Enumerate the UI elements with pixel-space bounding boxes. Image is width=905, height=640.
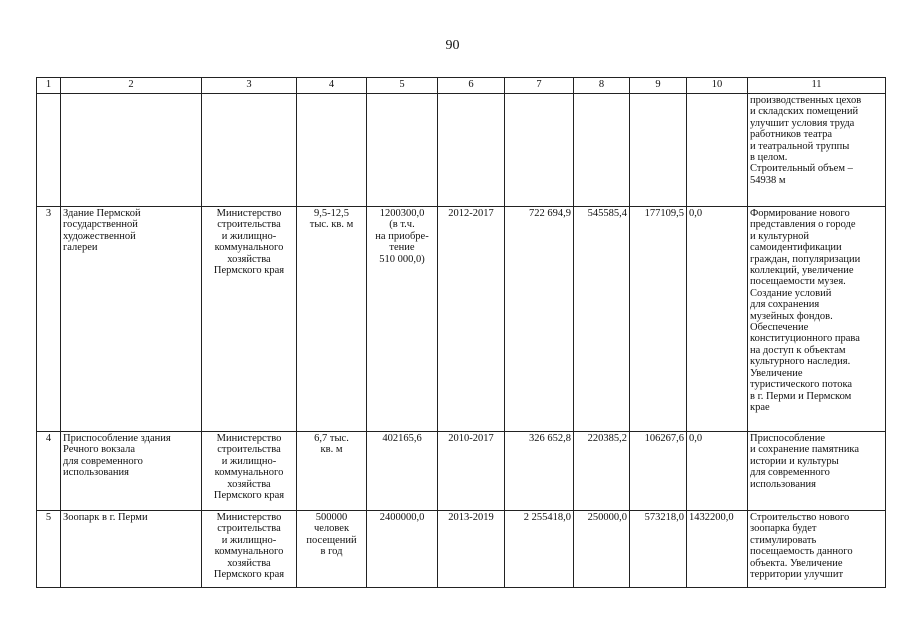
table-row xyxy=(37,94,886,207)
cell-line: Министерство xyxy=(216,433,282,444)
responsible-body-cell xyxy=(202,432,297,511)
amount-col10-cell xyxy=(687,94,748,207)
period-cell: 2010-2017 xyxy=(438,432,505,511)
header-cell: 10 xyxy=(687,78,748,94)
expected-result-cell xyxy=(748,511,886,588)
column-number-row xyxy=(37,78,886,94)
cell-line: Министерство xyxy=(216,512,282,523)
cell-line: Создание условий xyxy=(750,287,832,299)
cell-line: художественной xyxy=(63,230,136,242)
investment-table xyxy=(36,77,886,588)
cell-line: и культурной xyxy=(750,230,810,242)
cell-line: на приобре- xyxy=(375,230,429,242)
cell-line: истории и культуры xyxy=(750,455,839,467)
header-cell: 7 xyxy=(505,78,574,94)
cell-line: человек xyxy=(313,523,350,535)
row-number-cell: 5 xyxy=(37,511,61,588)
cell-line: посещений xyxy=(306,534,357,546)
amount-total-cell: 2 255418,0 xyxy=(505,511,574,588)
cell-line: музейных фондов. xyxy=(750,310,833,322)
cell-line: коммунального xyxy=(214,242,284,254)
cell-line: и жилищно- xyxy=(221,455,277,467)
header-cell: 11 xyxy=(748,78,886,94)
header-cell: 9 xyxy=(630,78,687,94)
cell-line: и складских помещений xyxy=(750,106,859,118)
header-cell: 8 xyxy=(574,78,630,94)
cell-line: граждан, популяризации xyxy=(750,253,861,265)
estimated-cost-cell xyxy=(367,207,438,432)
cell-line: государственной xyxy=(63,219,138,231)
cell-line: Пермского края xyxy=(213,490,285,502)
cell-line: (в т.ч. xyxy=(389,219,415,231)
cell-line: хозяйства xyxy=(227,478,271,490)
cell-line: коллекций, увеличение xyxy=(750,265,854,277)
row-number-cell xyxy=(37,94,61,207)
cell-line: в год xyxy=(320,546,343,558)
header-cell: 6 xyxy=(438,78,505,94)
cell-line: коммунального xyxy=(214,546,284,558)
amount-col8-cell: 250000,0 xyxy=(574,511,630,588)
expected-result-cell xyxy=(748,432,886,511)
cell-line: стимулировать xyxy=(750,534,817,546)
cell-line: Речного вокзала xyxy=(63,444,136,456)
period-cell: 2013-2019 xyxy=(438,511,505,588)
responsible-body-cell xyxy=(202,207,297,432)
cell-line: в целом. xyxy=(750,152,788,164)
cell-line: улучшит условия труда xyxy=(750,117,855,129)
amount-col8-cell: 545585,4 xyxy=(574,207,630,432)
header-cell: 4 xyxy=(297,78,367,94)
cell-line: Приспособление здания xyxy=(63,433,171,444)
header-cell: 1 xyxy=(37,78,61,94)
amount-col8-cell: 220385,2 xyxy=(574,432,630,511)
cell-line: самоидентификации xyxy=(750,242,842,254)
row-number-cell: 4 xyxy=(37,432,61,511)
estimated-cost-cell xyxy=(367,432,438,511)
amount-col10-cell: 0,0 xyxy=(687,207,748,432)
cell-line: тыс. кв. м xyxy=(309,219,354,231)
page-number: 90 xyxy=(445,38,460,53)
cell-line: коммунального xyxy=(214,467,284,479)
capacity-cell xyxy=(297,94,367,207)
cell-line: Приспособление xyxy=(750,433,826,444)
row-number-cell: 3 xyxy=(37,207,61,432)
amount-col9-cell xyxy=(630,94,687,207)
object-name-cell xyxy=(61,432,202,511)
cell-line: хозяйства xyxy=(227,253,271,265)
cell-line: и жилищно- xyxy=(221,230,277,242)
cell-line: зоопарка будет xyxy=(750,523,817,535)
cell-line: для современного xyxy=(63,455,143,467)
cell-line: Строительство нового xyxy=(750,512,850,523)
object-name-cell xyxy=(61,207,202,432)
cell-line: в г. Перми и Пермском xyxy=(750,390,852,402)
responsible-body-cell xyxy=(202,511,297,588)
cell-line: культурного наследия. xyxy=(750,356,851,368)
cell-line: 6,7 тыс. xyxy=(314,433,349,444)
cell-line: крае xyxy=(750,401,770,413)
amount-col9-cell: 177109,5 xyxy=(630,207,687,432)
cell-line: 9,5-12,5 xyxy=(314,208,349,219)
header-cell: 3 xyxy=(202,78,297,94)
cell-line: 510 000,0) xyxy=(379,253,425,265)
capacity-cell xyxy=(297,511,367,588)
estimated-cost-cell xyxy=(367,94,438,207)
capacity-cell xyxy=(297,432,367,511)
amount-total-cell: 722 694,9 xyxy=(505,207,574,432)
cell-line: галереи xyxy=(63,242,98,254)
cell-line: строительства xyxy=(217,444,281,456)
cell-line: Формирование нового xyxy=(750,208,850,219)
cell-line: использования xyxy=(63,467,129,479)
amount-total-cell xyxy=(505,94,574,207)
cell-line: Строительный объем – xyxy=(750,163,853,175)
cell-line: и жилищно- xyxy=(221,534,277,546)
expected-result-cell xyxy=(748,94,886,207)
cell-line: Министерство xyxy=(216,208,282,219)
cell-line: и театральной труппы xyxy=(750,140,850,152)
cell-line: 2400000,0 xyxy=(379,512,425,523)
cell-line: производственных цехов xyxy=(750,95,862,106)
cell-line: конституционного права xyxy=(750,333,860,345)
cell-line: работников театра xyxy=(750,129,832,141)
cell-line: Обеспечение xyxy=(750,322,809,334)
header-cell: 5 xyxy=(367,78,438,94)
cell-line: и сохранение памятника xyxy=(750,444,860,456)
cell-line: посещаемость данного xyxy=(750,546,853,558)
cell-line: Здание Пермской xyxy=(63,208,141,219)
cell-line: туристического потока xyxy=(750,379,853,391)
amount-col10-cell: 1432200,0 xyxy=(687,511,748,588)
cell-line: строительства xyxy=(217,219,281,231)
header-cell: 2 xyxy=(61,78,202,94)
cell-line: объекта. Увеличение xyxy=(750,557,843,569)
cell-line: на доступ к объектам xyxy=(750,344,846,356)
capacity-cell xyxy=(297,207,367,432)
table-row xyxy=(37,207,886,432)
cell-line: тение xyxy=(389,242,415,254)
amount-col10-cell: 0,0 xyxy=(687,432,748,511)
cell-line: для сохранения xyxy=(750,299,820,311)
object-name-cell xyxy=(61,511,202,588)
amount-col9-cell: 573218,0 xyxy=(630,511,687,588)
amount-col8-cell xyxy=(574,94,630,207)
cell-line: использования xyxy=(750,478,816,490)
cell-line: Пермского края xyxy=(213,265,285,277)
cell-line: 1200300,0 xyxy=(379,208,425,219)
cell-line: кв. м xyxy=(320,444,343,456)
cell-line: Пермского края xyxy=(213,569,285,581)
expected-result-cell xyxy=(748,207,886,432)
period-cell: 2012-2017 xyxy=(438,207,505,432)
cell-line: строительства xyxy=(217,523,281,535)
table-row xyxy=(37,432,886,511)
cell-line: 402165,6 xyxy=(382,433,422,444)
object-name-cell xyxy=(61,94,202,207)
cell-line: 500000 xyxy=(315,512,348,523)
cell-line: Зоопарк в г. Перми xyxy=(63,512,148,523)
cell-line: посещаемости музея. xyxy=(750,276,846,288)
table-row xyxy=(37,511,886,588)
period-cell xyxy=(438,94,505,207)
cell-line: для современного xyxy=(750,467,830,479)
estimated-cost-cell xyxy=(367,511,438,588)
cell-line: Увеличение xyxy=(750,367,803,379)
amount-col9-cell: 106267,6 xyxy=(630,432,687,511)
responsible-body-cell xyxy=(202,94,297,207)
amount-total-cell: 326 652,8 xyxy=(505,432,574,511)
cell-line: представления о городе xyxy=(750,219,856,231)
cell-line: территории улучшит xyxy=(750,569,844,581)
cell-line: хозяйства xyxy=(227,557,271,569)
cell-line: 54938 м xyxy=(750,174,786,186)
